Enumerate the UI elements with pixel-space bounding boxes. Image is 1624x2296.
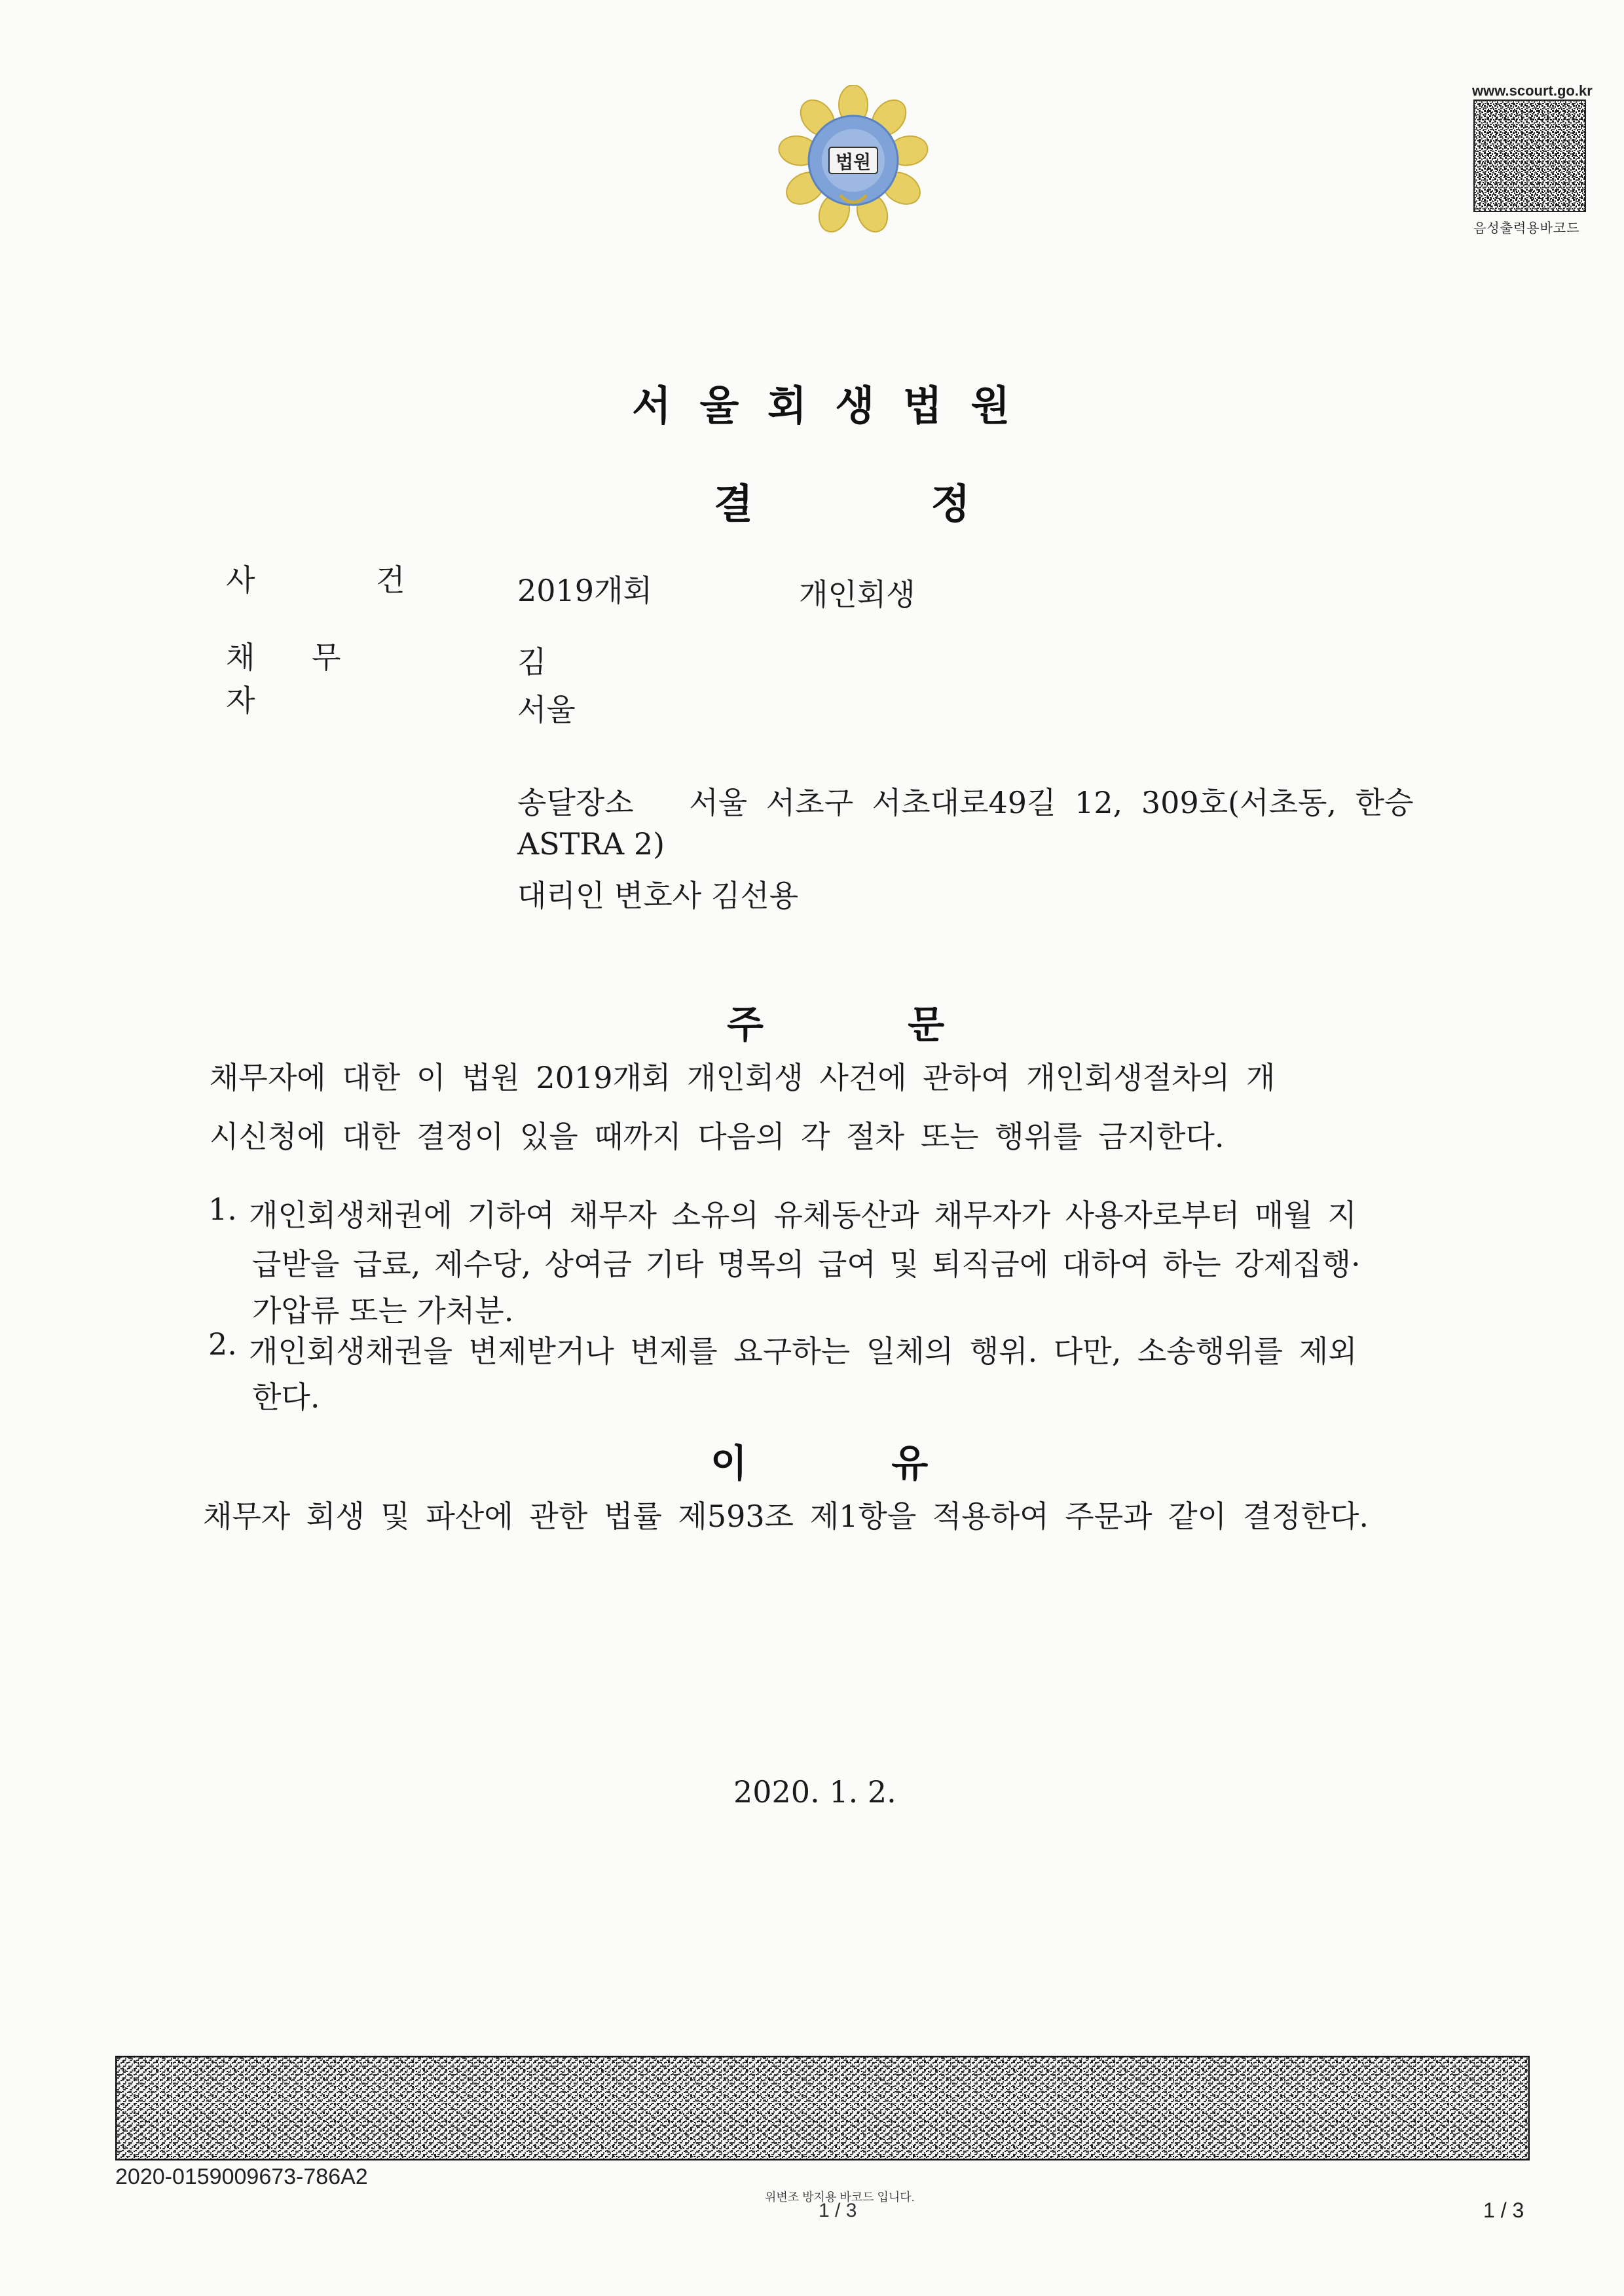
case-type: 개인회생 (799, 577, 915, 612)
delivery-address-cont: ASTRA 2) (517, 826, 665, 862)
anti-forgery-barcode (115, 2056, 1530, 2160)
barcode-note: 위변조 방지용 바코드 입니다. (765, 2191, 915, 2204)
delivery-place (517, 779, 1447, 822)
qr-url: www.scourt.go.kr (1472, 82, 1593, 99)
voice-output-qr-code (1473, 100, 1586, 212)
page-number-right: 1 / 3 (1483, 2198, 1524, 2222)
decision-text: 결 정 (714, 480, 970, 528)
legal-agent: 대리인 변호사 김선용 (517, 878, 799, 913)
order-item-1-line-2: 급받을 급료, 제수당, 상여금 기타 명목의 급여 및 퇴직금에 대하여 하는 강제집행· (252, 1247, 1361, 1282)
case-label (226, 556, 406, 600)
debtor-name: 김 (517, 644, 547, 680)
debtor-address: 서울 (517, 692, 576, 727)
reason-title (710, 1432, 933, 1487)
qr-caption: 음성출력용바코드 (1473, 221, 1580, 236)
order-item-1-number: 1. (208, 1192, 237, 1227)
court-name-title (632, 373, 1058, 431)
order-item-1-line-1: 개인회생채권에 기하여 채무자 소유의 유체동산과 채무자가 사용자로부터 매월 지 (249, 1197, 1357, 1233)
order-text-line-2: 시신청에 대한 결정이 있을 때까지 다음의 각 절차 또는 행위를 금지한다. (210, 1119, 1225, 1154)
order-title-text: 주 문 (727, 1002, 945, 1047)
emblem-label: 법원 (835, 151, 872, 173)
case-label-text: 사 건 (226, 562, 405, 598)
order-item-2-number: 2. (208, 1326, 237, 1362)
document-id: 2020-0159009673-786A2 (115, 2164, 368, 2189)
order-text-line-1: 채무자에 대한 이 법원 2019개회 개인회생 사건에 관하여 개인회생절차의 개 (210, 1060, 1276, 1095)
case-number: 2019개회 (517, 573, 652, 608)
delivery-address: 서울 서초구 서초대로49길 12, 309호(서초동, 한승 (689, 785, 1414, 820)
page-number-center: 1 / 3 (819, 2200, 857, 2221)
decision-date: 2020. 1. 2. (733, 1774, 896, 1810)
court-name-text: 서 울 회 생 법 원 (632, 382, 1010, 429)
order-item-1-line-3: 가압류 또는 가처분. (252, 1293, 514, 1328)
order-item-2-line-1: 개인회생채권을 변제받거나 변제를 요구하는 일체의 행위. 다만, 소송행위를 제외 (249, 1334, 1357, 1369)
delivery-label: 송달장소 (517, 785, 634, 820)
decision-title (714, 471, 982, 530)
debtor-label-text: 채 무 자 (226, 640, 341, 718)
reason-title-text: 이 유 (710, 1441, 929, 1485)
debtor-label (226, 634, 406, 720)
order-item-2-line-2: 한다. (252, 1379, 320, 1415)
court-emblem (778, 85, 929, 236)
order-title (727, 994, 945, 1049)
reason-text: 채무자 회생 및 파산에 관한 법률 제593조 제1항을 적용하여 주문과 같이 결정한다. (203, 1499, 1369, 1534)
